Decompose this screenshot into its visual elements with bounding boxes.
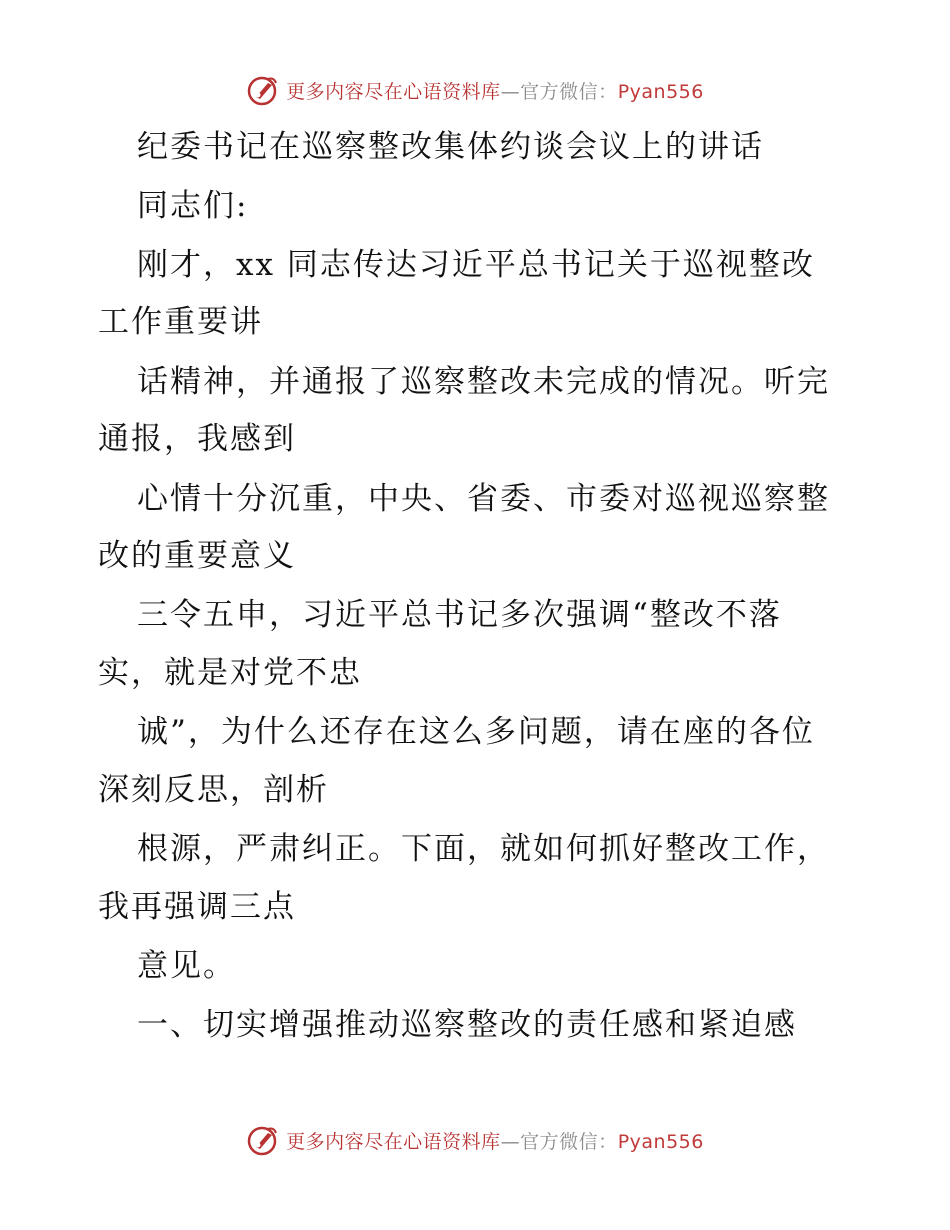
banner-wechat-id: Pyan556: [617, 80, 704, 103]
paragraph-line: 意见。: [137, 948, 236, 984]
footer-banner: [0, 1120, 950, 1160]
paragraph-line: 实，就是对党不忠: [98, 655, 362, 691]
banner-text: [286, 1127, 704, 1154]
banner-dash: —: [500, 80, 521, 103]
paragraph-line: 刚才，xx 同志传达习近平总书记关于巡视整改: [137, 247, 815, 283]
banner-site-name: 更多内容尽在心语资料库: [286, 80, 501, 103]
banner-site-name: 更多内容尽在心语资料库: [286, 1130, 501, 1153]
pen-logo-icon: [246, 73, 280, 107]
paragraph-line: 话精神，并通报了巡察整改未完成的情况。听完: [137, 364, 830, 400]
paragraph-line: 深刻反思，剖析: [98, 772, 329, 808]
paragraph-line: 根源，严肃纠正。下面，就如何抓好整改工作，: [137, 831, 830, 867]
paragraph-line: 改的重要意义: [98, 538, 296, 574]
paragraph-line: 通报，我感到: [98, 421, 296, 457]
salutation: 同志们:: [137, 188, 249, 224]
header-banner: [0, 70, 950, 110]
paragraph-line: 心情十分沉重，中央、省委、市委对巡视巡察整: [137, 481, 830, 517]
paragraph-line: 我再强调三点: [98, 889, 296, 925]
section-heading: 一、切实增强推动巡察整改的责任感和紧迫感: [137, 1007, 797, 1043]
banner-wechat-id: Pyan556: [617, 1130, 704, 1153]
banner-wechat-label: 官方微信：: [520, 80, 618, 103]
banner-wechat-label: 官方微信：: [520, 1130, 618, 1153]
paragraph-line: 三令五申，习近平总书记多次强调“整改不落: [137, 597, 782, 633]
banner-dash: —: [500, 1130, 521, 1153]
paragraph-line: 诚”，为什么还存在这么多问题，请在座的各位: [137, 714, 815, 750]
paragraph-line: 工作重要讲: [98, 304, 263, 340]
pen-logo-icon: [246, 1123, 280, 1157]
document-title: 纪委书记在巡察整改集体约谈会议上的讲话: [137, 129, 764, 165]
banner-text: [286, 77, 704, 104]
